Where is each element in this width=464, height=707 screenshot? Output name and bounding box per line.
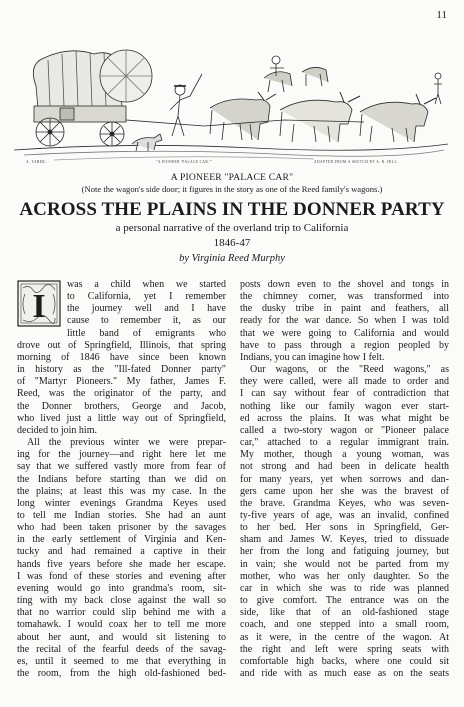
text-line: ing for the journey—and right here let me — [17, 449, 226, 461]
text-line: ready for the war dance. So when I was told — [240, 315, 449, 327]
article-title: ACROSS THE PLAINS IN THE DONNER PARTY — [19, 199, 445, 220]
article-subtitle: a personal narrative of the overland trip to California — [115, 222, 349, 234]
text-line: that no warrior could slip behind me with a — [17, 607, 226, 619]
text-line: the journey well and I have — [67, 303, 226, 315]
text-line: long winter evenings Grandma Keyes used — [17, 497, 226, 509]
caption-title: A PIONEER "PALACE CAR" — [170, 172, 294, 183]
text-line: the recital of the fearful deeds of the savag- — [17, 643, 226, 655]
text-line: Indians, you can imagine how I felt. — [240, 351, 385, 363]
text-line: cause to remember it, as our — [67, 315, 226, 327]
text-line: who had been taken prisoner by the savages — [17, 522, 226, 534]
left-column — [17, 279, 226, 697]
text-line: ty-five years of age, was an invalid, confined — [240, 509, 449, 521]
text-line: coach, and one stepped into a small room, — [240, 619, 449, 631]
text-line: side, like that of an old-fashioned stage — [240, 607, 449, 619]
text-line: car," attached to a regular immigrant train. — [240, 437, 449, 449]
text-line: about her aunt, and would sit listening to — [17, 631, 226, 643]
illustration-credit-right: ADAPTED FROM A SKETCH BY A. R. HILL. — [314, 160, 399, 164]
text-line: in vain; she would not be parted from my — [240, 558, 449, 570]
text-line: the Indians before starting than we did on — [17, 473, 226, 485]
text-line: say that we suffered vastly more from fear of — [17, 461, 226, 473]
text-line: the room, from the high old-fashioned bed- — [17, 668, 226, 679]
text-line: who lived just a little way out of Springfield, — [17, 412, 226, 424]
text-line: the plains; at least this was my case. In the — [17, 485, 226, 497]
text-line: evening would go into grandma's room, sit- — [17, 582, 226, 594]
text-line: sham and James W. Keyes, tried to dissuade — [240, 534, 449, 546]
text-line: es, until it seemed to me that everything in — [17, 655, 226, 667]
text-line: All the previous winter we were prepar- — [27, 437, 226, 449]
text-line: was a child when we started — [67, 279, 226, 290]
text-line: to California, yet I remember — [67, 291, 226, 303]
text-line: I can say without fear of contradiction that — [240, 388, 449, 400]
text-line: have to pass through a region peopled by — [240, 339, 449, 351]
text-line: not strong and had been in delicate health — [240, 461, 449, 473]
text-line: car in which she was to ride was planned — [240, 582, 449, 594]
text-line: for many years, yet when sorrows and dan- — [240, 473, 449, 485]
text-line: comfortable high backs, where one could sit — [240, 655, 449, 667]
text-line: ting with my back close against the wall so — [17, 595, 226, 607]
text-line: her from the long and fatiguing journey, but — [240, 546, 449, 558]
article-body — [17, 279, 449, 697]
text-line: ed across the plains. It was what might be — [240, 412, 449, 424]
illustration-credit-center: "A PIONEER 'PALACE CAR.'" — [156, 160, 213, 164]
text-line: to give comfort. The entrance was on the — [240, 595, 449, 607]
text-line: the Donner brothers, George and Jacob, — [17, 400, 226, 412]
text-line: in history as the "Ill-fated Donner party" — [17, 364, 226, 376]
text-line: hands five years before she made her escape. — [17, 558, 226, 570]
text-line: of "Martyr Pioneers." My father, James F. — [17, 376, 226, 388]
text-line: to her bed. Her sons in Springfield, Ger- — [240, 522, 449, 534]
text-line: called a two-story wagon or "Pioneer palace — [240, 424, 449, 436]
text-line: in the early settlement of Virginia and Ken- — [17, 534, 226, 546]
text-line: My mother, though a young woman, was — [240, 449, 449, 461]
text-line: as it were, in the centre of the wagon. At — [240, 631, 449, 643]
illustration-credit-left: A. TABER. — [26, 160, 47, 164]
text-line: the chimney corner, was transformed into — [240, 291, 449, 303]
text-line: little band of emigrants who — [67, 327, 226, 339]
text-line: the right and left were spring seats with — [240, 643, 449, 655]
text-line: Our wagons, or the "Reed wagons," as — [250, 364, 449, 376]
text-line: the brave. Grandma Keyes, who was seven- — [240, 497, 449, 509]
text-line: drove out of Springfield, Illinois, that spring — [17, 339, 226, 351]
text-line: gers came upon her she was the bravest of — [240, 485, 449, 497]
text-line: nothing like our family wagon ever start- — [240, 400, 449, 412]
page-number: 11 — [436, 9, 447, 21]
text-line: decided to join him. — [17, 424, 97, 436]
drop-cap-letter: I — [32, 288, 46, 325]
caption-note: (Note the wagon's side door; it figures in the story as one of the Reed family's wagons.) — [81, 184, 383, 194]
text-line: morning of 1846 have since been known — [17, 351, 226, 363]
text-line: to tell me Indian stories. She had an aunt — [17, 509, 226, 521]
text-line: I was fond of these stories and evening after — [17, 570, 226, 582]
text-line: and ride with as much ease as on the seats — [240, 668, 449, 679]
text-line: mother, who was her only daughter. So the — [240, 570, 449, 582]
text-line: Reed, was the originator of the party, and — [17, 388, 226, 400]
article-years: 1846-47 — [213, 237, 251, 249]
right-column — [240, 279, 449, 697]
text-line: tucky and had remained a captive in their — [17, 546, 226, 558]
text-line: they were called, were all made to order and — [240, 376, 449, 388]
text-line: the dusky tribe in paint and feathers, all — [240, 303, 449, 315]
text-line: posts down even to the shovel and tongs in — [240, 279, 449, 290]
wagon-train-illustration — [14, 24, 448, 166]
article-byline: by Virginia Reed Murphy — [179, 253, 285, 264]
text-line: that we were going to California and would — [240, 327, 449, 339]
text-line: tomahawk. I would coax her to tell me more — [17, 619, 226, 631]
